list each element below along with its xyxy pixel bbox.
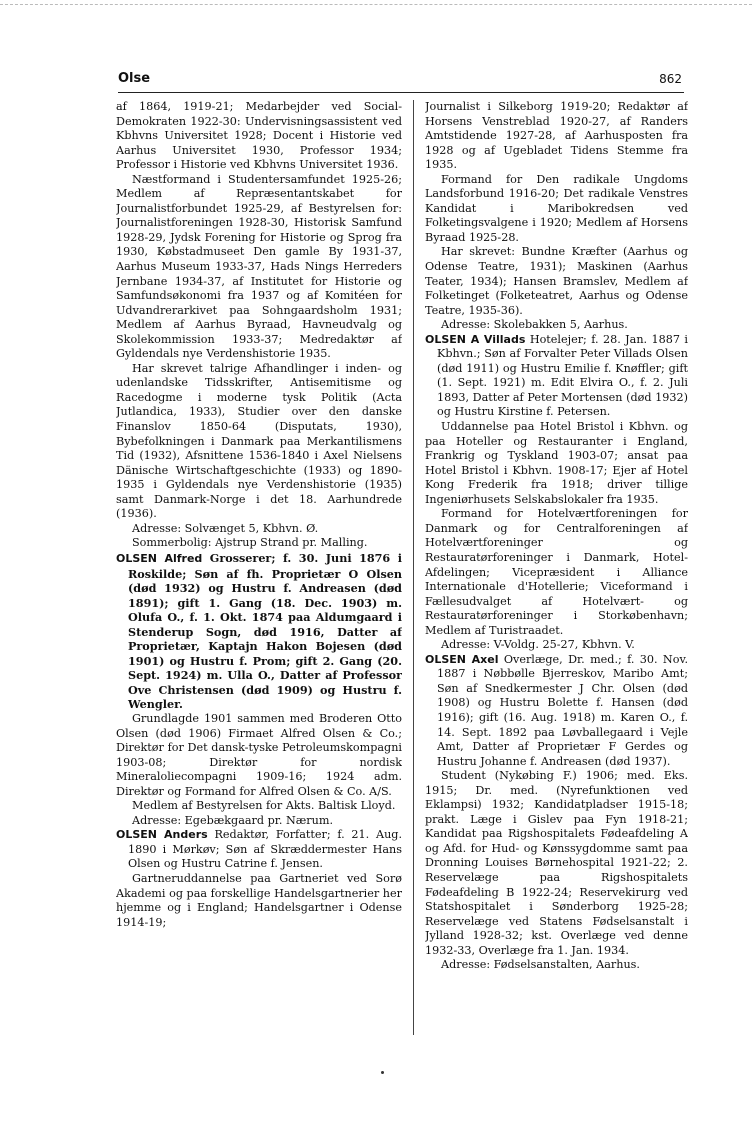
paragraph: Har skrevet: Bundne Kræfter (Aarhus og Odense Teatre, 1931); Maskinen (Aarhus Teater, 1934); Hansen Bramslev, Medlem af Folketinget (Folketeatret, Aarhus og Odense Teatre, 1935-36). [425,245,688,317]
paragraph: Adresse: Skolebakken 5, Aarhus. [441,318,628,332]
running-head: Olse [118,71,151,86]
paragraph: Student (Nykøbing F.) 1906; med. Eks. 1915; Dr. med. (Nyrefunktionen ved Eklampsi) 1932; Kandidatpladser 1915-18; prakt. Læge i Gislev paa Fyn 1918-21; Kandidat paa Rigshospitalets Fødeafdeling A og Afd. for Hud- og Kønssygdomme samt paa Dronning Louises Børnehospital 1921-22; 2. Reservelæge paa Rigshospitalets Fødeafdeling B 1922-24; Reservekirurg ved Statshospitalet i Sønderborg 1925-28; Reservelæge ved Statens Fødselsanstalt i Jylland 1928-32; kst. Overlæge ved denne 1932-33, Overlæge fra 1. Jan. 1934. [425,769,688,957]
entry-text: Redaktør, Forfatter; f. 21. Aug. 1890 i Mørkøv; Søn af Skræddermester Hans Olsen og Hustru Catrine f. Jensen. [128,828,402,871]
page-header [118,70,684,93]
paragraph: Næstformand i Studentersamfundet 1925-26; Medlem af Repræsentantskabet for Journalistforbundet 1925-29, af Bestyrelsen for: Journalistforeningen 1928-30, Historisk Samfund 1928-29, Jydsk Forening for Historie og Sprog fra 1930, Købstadmuseet Den gamle By 1931-37, Aarhus Museum 1933-37, Hads Nings Herreders Jernbane 1934-37, af Institutet for Historie og Samfundsøkonomi fra 1937 og af Komitéen for Udvandrerarkivet paa Sohngaardsholm 1931; Medlem af Aarhus Byraad, Havneudvalg og Skolekommission 1933-37; Medredaktør af Gyldendals nye Verdenshistorie 1935. [116,172,402,361]
paragraph: Sommerbolig: Ajstrup Strand pr. Malling. [132,536,368,550]
paragraph: Gartneruddannelse paa Gartneriet ved Sorø Akademi og paa forskellige Handelsgartnerier her hjemme og i England; Handelsgartner i Odense 1914-19; [116,871,402,929]
paragraph: Har skrevet talrige Afhandlinger i inden- og udenlandske Tidsskrifter, Antisemitisme og Racedogme i moderne tysk Politik (Acta Jutlandica, 1933), Studier over den danske Finanslov 1850-64 (Disputats, 1930), Bybefolkningen i Danmark paa Merkantilismens Tid (1932), Afsnittene 1536-1840 i Axel Nielsens Dänische Wirtschaftgeschichte (1933) og 1890-1935 i Gyldendals nye Verdenshistorie (1935) samt Danmark-Norge i det 18. Aarhundrede (1936). [116,361,402,521]
paragraph: Grundlagde 1901 sammen med Broderen Otto Olsen (død 1906) Firmaet Alfred Olsen & Co.; Direktør for Det dansk-tyske Petroleumskompagni 1903-08; Direktør for nordisk Mineraloliecompagni 1909-16; 1924 adm. Direktør og Formand for Alfred Olsen & Co. A/S. [116,711,402,798]
paragraph: Formand for Den radikale Ungdoms Landsforbund 1916-20; Det radikale Venstres Kandidat i Maribokredsen ved Folketingsvalgene i 1920; Medlem af Horsens Byraad 1925-28. [425,172,688,244]
scan-edge [0,4,752,5]
biography-entry [116,828,402,872]
entry-text: Hotelejer; f. 28. Jan. 1887 i Kbhvn.; Søn af Forvalter Peter Villads Olsen (død 1911) og Hustru Emilie f. Knøffler; gift (1. Sept. 1921) m. Edit Elvira O., f. 2. Juli 1893, Datter af Peter Mortensen (død 1932) og Hustru Kirstine f. Petersen. [437,332,688,419]
entry-text: Grosserer; f. 30. Juni 1876 i Roskilde; Søn af fh. Proprietær O Olsen (død 1932) og Hustru f. Andreasen (død 1891); gift 1. Gang (18. Dec. 1903) m. Olufa O., f. 1. Okt. 1874 paa Aldumgaard i Stenderup Sogn, død 1916, Datter af Proprietær, Kaptajn Hakon Bojesen (død 1901) og Hustru f. Prom; gift 2. Gang (20. Sept. 1924) m. Ulla O., Datter af Professor Ove Christensen (død 1909) og Hustru f. Wengler. [128,550,402,712]
left-column [116,100,402,1100]
ink-dot [381,1071,384,1074]
entry-name: OLSEN Alfred [116,551,203,565]
paragraph: Adresse: Solvænget 5, Kbhvn. Ø. [132,521,319,535]
paragraph: Formand for Hotelværtforeningen for Danmark og for Centralforeningen af Hotelværtforeninger og Restauratørforeninger i Danmark, Hotel-Afdelingen; Vicepræsident i Alliance Internationale d'Hotellerie; Viceformand i Fællesudvalget af Hotelvært- og Restauratørforeninger i Storkøbenhavn; Medlem af Turistraadet. [425,507,688,637]
paragraph: Adresse: Egebækgaard pr. Nærum. [132,813,334,827]
entry-name: OLSEN A Villads [425,332,526,346]
entry-name: OLSEN Anders [116,828,208,842]
page-number: 862 [659,72,682,86]
entry-text: Overlæge, Dr. med.; f. 30. Nov. 1887 i Nøbbølle Bjerreskov, Maribo Amt; Søn af Snedkermester J Chr. Olsen (død 1908) og Hustru Bolette f. Hansen (død 1916); gift (16. Aug. 1918) m. Karen O., f. 14. Sept. 1892 paa Løvballegaard i Vejle Amt, Datter af Proprietær F Gerdes og Hustru Johanne f. Andreasen (død 1937). [437,652,688,768]
biography-entry [116,551,402,712]
biography-entry [425,333,688,420]
paragraph: Journalist i Silkeborg 1919-20; Redaktør af Horsens Venstreblad 1920-27, af Randers Amtstidende 1927-28, af Aarhusposten fra 1928 og af Ugebladet Tidens Stemme fra 1935. [425,100,688,172]
column-divider [413,100,414,1035]
paragraph: Adresse: Fødselsanstalten, Aarhus. [441,958,640,972]
paragraph: Medlem af Bestyrelsen for Akts. Baltisk Lloyd. [132,799,396,813]
entry-name: OLSEN Axel [425,652,499,666]
paragraph: af 1864, 1919-21; Medarbejder ved Social-Demokraten 1922-30: Undervisningsassistent ved Kbhvns Universitet 1928; Docent i Historie ved Aarhus Universitet 1930, Professor 1934; Professor i Historie ved Kbhvns Universitet 1936. [116,100,402,172]
paragraph: Adresse: V-Voldg. 25-27, Kbhvn. V. [441,638,635,652]
biography-entry [425,653,688,769]
paragraph: Uddannelse paa Hotel Bristol i Kbhvn. og paa Hoteller og Restauranter i England, Frankrig og Tyskland 1903-07; ansat paa Hotel Bristol i Kbhvn. 1908-17; Ejer af Hotel Kong Frederik fra 1918; driver tillige Ingeniørhusets Selskabslokaler fra 1935. [425,420,688,506]
right-column [425,100,688,1100]
